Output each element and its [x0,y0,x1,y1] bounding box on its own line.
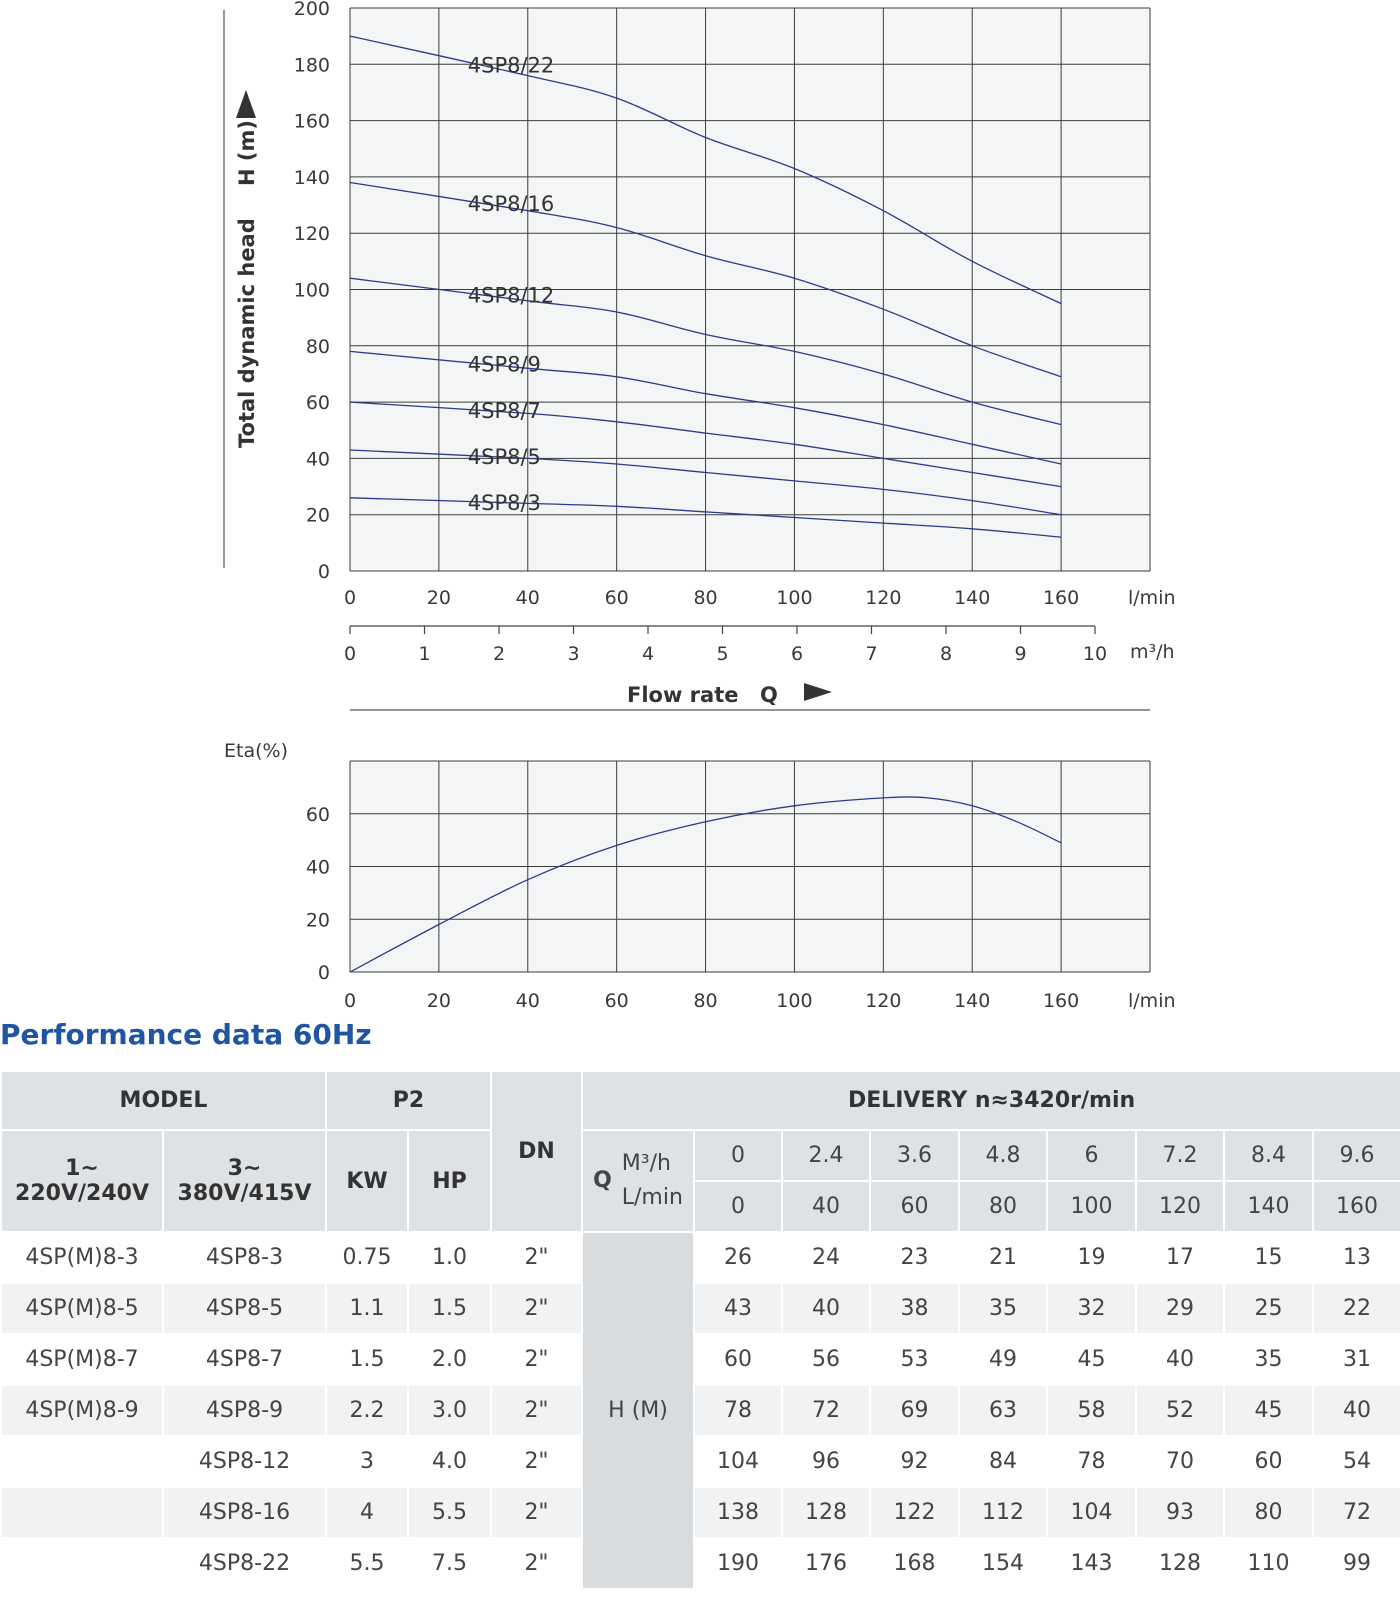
y-tick-label: 140 [293,166,330,189]
head-value-cell: 22 [1313,1283,1400,1334]
x-tick-label: 120 [865,990,902,1010]
model-3phase-cell: 4SP8-5 [163,1283,326,1334]
head-value-cell: 190 [694,1538,782,1589]
eta-axis-label: Eta(%) [224,740,288,762]
x-tick-label: 140 [954,587,991,609]
x-tick-label: 40 [515,587,540,609]
y-tick-label: 120 [293,223,330,246]
y-tick-label: 200 [293,0,330,20]
model-1phase-cell: 4SP(M)8-3 [1,1232,163,1283]
x-tick-label: 80 [693,990,718,1010]
y-tick-label: 20 [305,504,330,527]
header-delivery: DELIVERY n≈3420r/min [582,1071,1400,1130]
head-value-cell: 31 [1313,1334,1400,1385]
performance-table-body [1,1232,1400,1589]
series-label: 4SP8/16 [467,191,555,216]
m3h-value: 6 [1047,1130,1136,1181]
y-tick-label: 100 [293,279,330,302]
header-phase3 [163,1130,326,1232]
head-value-cell: 13 [1313,1232,1400,1283]
head-value-cell: 60 [694,1334,782,1385]
dn-cell: 2" [491,1232,582,1283]
x-tick-label: 100 [776,587,813,609]
x-tick-label: 100 [776,990,813,1010]
model-1phase-cell: 4SP(M)8-5 [1,1283,163,1334]
table-row [1,1487,1400,1538]
x2-tick-label: 9 [1014,643,1027,665]
model-3phase-cell: 4SP8-7 [163,1334,326,1385]
x-tick-label: 0 [343,587,357,609]
x2-tick-label: 3 [567,643,580,665]
model-3phase-cell: 4SP8-3 [163,1232,326,1283]
head-value-cell: 72 [782,1385,870,1436]
model-1phase-cell [1,1538,163,1589]
head-value-cell: 70 [1136,1436,1224,1487]
kw-cell: 2.2 [326,1385,408,1436]
head-value-cell: 40 [1313,1385,1400,1436]
head-value-cell: 104 [1047,1487,1136,1538]
head-value-cell: 40 [782,1283,870,1334]
lmin-value: 100 [1047,1181,1136,1232]
head-value-cell: 72 [1313,1487,1400,1538]
hp-cell: 2.0 [408,1334,491,1385]
head-value-cell: 49 [959,1334,1047,1385]
head-value-cell: 99 [1313,1538,1400,1589]
head-value-cell: 21 [959,1232,1047,1283]
head-value-cell: 26 [694,1232,782,1283]
y-tick-label: 40 [305,856,330,879]
dn-cell: 2" [491,1385,582,1436]
x-axis-arrow-icon [804,683,832,701]
lmin-value: 40 [782,1181,870,1232]
header-q-units [622,1147,683,1215]
x-axis-symbol: Q [760,683,778,707]
dn-cell: 2" [491,1538,582,1589]
head-value-cell: 56 [782,1334,870,1385]
x-tick-label: 160 [1042,990,1080,1010]
head-value-cell: 58 [1047,1385,1136,1436]
head-value-cell: 63 [959,1385,1047,1436]
head-value-cell: 45 [1047,1334,1136,1385]
head-label-cell: H (M) [582,1232,694,1589]
head-value-cell: 23 [870,1232,959,1283]
x2-tick-label: 10 [1082,643,1108,665]
y-tick-label: 60 [305,803,330,826]
x-tick-label: 20 [426,587,451,609]
head-value-cell: 69 [870,1385,959,1436]
series-label: 4SP8/5 [467,445,541,470]
head-value-cell: 93 [1136,1487,1224,1538]
eta-chart [224,740,1176,1010]
head-value-cell: 154 [959,1538,1047,1589]
performance-table [0,1070,1400,1590]
x2-axis-unit: m³/h [1130,641,1175,663]
table-row [1,1385,1400,1436]
hp-cell: 4.0 [408,1436,491,1487]
hp-cell: 1.5 [408,1283,491,1334]
x2-tick-label: 0 [343,643,357,665]
head-value-cell: 17 [1136,1232,1224,1283]
model-1phase-cell [1,1487,163,1538]
series-label: 4SP8/9 [467,352,541,377]
y-tick-label: 60 [305,392,330,415]
kw-cell: 4 [326,1487,408,1538]
hp-cell: 5.5 [408,1487,491,1538]
x-tick-label: 20 [426,990,451,1010]
x-tick-label: 80 [693,587,718,609]
x-axis-unit-lmin: l/min [1128,587,1176,609]
model-3phase-cell: 4SP8-16 [163,1487,326,1538]
eta-x-axis-unit: l/min [1128,990,1176,1010]
lmin-value: 0 [694,1181,782,1232]
head-value-cell: 112 [959,1487,1047,1538]
kw-cell: 0.75 [326,1232,408,1283]
head-value-cell: 143 [1047,1538,1136,1589]
head-value-cell: 52 [1136,1385,1224,1436]
hp-cell: 1.0 [408,1232,491,1283]
series-label: 4SP8/3 [467,490,541,515]
y-axis-label: Total dynamic head [235,218,259,448]
head-x2-ticks [344,626,1107,665]
head-value-cell: 19 [1047,1232,1136,1283]
lmin-value: 120 [1136,1181,1224,1232]
head-value-cell: 78 [1047,1436,1136,1487]
head-value-cell: 92 [870,1436,959,1487]
dn-cell: 2" [491,1283,582,1334]
header-phase1-label: 1~ [65,1156,99,1181]
header-kw: KW [326,1130,408,1232]
head-value-cell: 45 [1224,1385,1313,1436]
table-row [1,1436,1400,1487]
eta-x-ticks [344,990,1079,1010]
m3h-value: 8.4 [1224,1130,1313,1181]
head-value-cell: 43 [694,1283,782,1334]
lmin-value: 160 [1313,1181,1400,1232]
table-row [1,1232,1400,1283]
model-1phase-cell [1,1436,163,1487]
lmin-value: 80 [959,1181,1047,1232]
head-value-cell: 40 [1136,1334,1224,1385]
header-dn: DN [491,1071,582,1232]
m3h-value: 7.2 [1136,1130,1224,1181]
x-tick-label: 120 [865,587,902,609]
dn-cell: 2" [491,1487,582,1538]
series-label: 4SP8/7 [467,399,541,424]
m3h-value: 0 [694,1130,782,1181]
kw-cell: 1.1 [326,1283,408,1334]
series-label: 4SP8/12 [467,283,555,308]
head-value-cell: 53 [870,1334,959,1385]
head-value-cell: 38 [870,1283,959,1334]
y-tick-label: 40 [305,448,330,471]
head-value-cell: 104 [694,1436,782,1487]
m3h-value: 4.8 [959,1130,1047,1181]
header-q [582,1130,694,1232]
header-q-unit-lmin: L/min [621,1185,683,1210]
head-value-cell: 24 [782,1232,870,1283]
series-label: 4SP8/22 [467,53,555,78]
x2-tick-label: 1 [418,643,431,665]
y-axis-arrow-icon [236,90,256,118]
head-value-cell: 54 [1313,1436,1400,1487]
head-chart [224,0,1176,710]
head-value-cell: 138 [694,1487,782,1538]
x-axis-label: Flow rate [627,683,739,707]
kw-cell: 1.5 [326,1334,408,1385]
header-phase3-label: 3~ [227,1156,262,1181]
x2-tick-label: 2 [492,643,506,665]
table-row [1,1538,1400,1589]
hp-cell: 7.5 [408,1538,491,1589]
model-3phase-cell: 4SP8-12 [163,1436,326,1487]
x-tick-label: 160 [1042,587,1080,609]
hp-cell: 3.0 [408,1385,491,1436]
head-value-cell: 32 [1047,1283,1136,1334]
head-value-cell: 15 [1224,1232,1313,1283]
head-value-cell: 176 [782,1538,870,1589]
y-axis-unit: H (m) [235,120,259,186]
lmin-value: 60 [870,1181,959,1232]
head-x-ticks [344,587,1079,609]
head-value-cell: 35 [959,1283,1047,1334]
y-tick-label: 0 [317,561,330,583]
head-value-cell: 78 [694,1385,782,1436]
m3h-value: 2.4 [782,1130,870,1181]
m3h-value: 3.6 [870,1130,959,1181]
head-value-cell: 80 [1224,1487,1313,1538]
head-value-cell: 96 [782,1436,870,1487]
header-phase1-voltage: 220V/240V [15,1181,149,1206]
header-p2: P2 [326,1071,491,1130]
y-tick-label: 20 [305,909,330,932]
performance-title: Performance data 60Hz [0,1018,372,1051]
model-1phase-cell: 4SP(M)8-7 [1,1334,163,1385]
table-row [1,1334,1400,1385]
table-row [1,1283,1400,1334]
m3h-value: 9.6 [1313,1130,1400,1181]
model-3phase-cell: 4SP8-22 [163,1538,326,1589]
header-phase1 [1,1130,163,1232]
head-y-ticks [294,0,330,583]
head-value-cell: 84 [959,1436,1047,1487]
kw-cell: 3 [326,1436,408,1487]
y-tick-label: 0 [317,962,330,984]
dn-cell: 2" [491,1334,582,1385]
eta-y-ticks [306,804,330,984]
head-value-cell: 128 [1136,1538,1224,1589]
y-tick-label: 160 [293,110,330,133]
x-tick-label: 40 [515,990,540,1010]
x-tick-label: 60 [604,587,629,609]
head-value-cell: 128 [782,1487,870,1538]
header-phase3-voltage: 380V/415V [177,1181,312,1206]
x2-tick-label: 7 [865,643,878,665]
x2-tick-label: 6 [790,643,804,665]
kw-cell: 5.5 [326,1538,408,1589]
model-1phase-cell: 4SP(M)8-9 [1,1385,163,1436]
x-tick-label: 0 [343,990,357,1010]
head-value-cell: 110 [1224,1538,1313,1589]
x2-tick-label: 4 [641,643,655,665]
x2-tick-label: 5 [716,643,729,665]
head-value-cell: 168 [870,1538,959,1589]
header-q-symbol: Q [593,1168,612,1193]
head-value-cell: 35 [1224,1334,1313,1385]
dn-cell: 2" [491,1436,582,1487]
model-3phase-cell: 4SP8-9 [163,1385,326,1436]
y-tick-label: 180 [293,54,330,77]
head-value-cell: 60 [1224,1436,1313,1487]
head-value-cell: 29 [1136,1283,1224,1334]
x-tick-label: 140 [954,990,991,1010]
header-model: MODEL [1,1071,326,1130]
head-value-cell: 122 [870,1487,959,1538]
head-value-cell: 25 [1224,1283,1313,1334]
x2-tick-label: 8 [939,643,953,665]
x-tick-label: 60 [604,990,629,1010]
lmin-value: 140 [1224,1181,1313,1232]
header-q-unit-m3h: M³/h [621,1151,671,1176]
y-tick-label: 80 [305,335,330,358]
header-hp: HP [408,1130,491,1232]
